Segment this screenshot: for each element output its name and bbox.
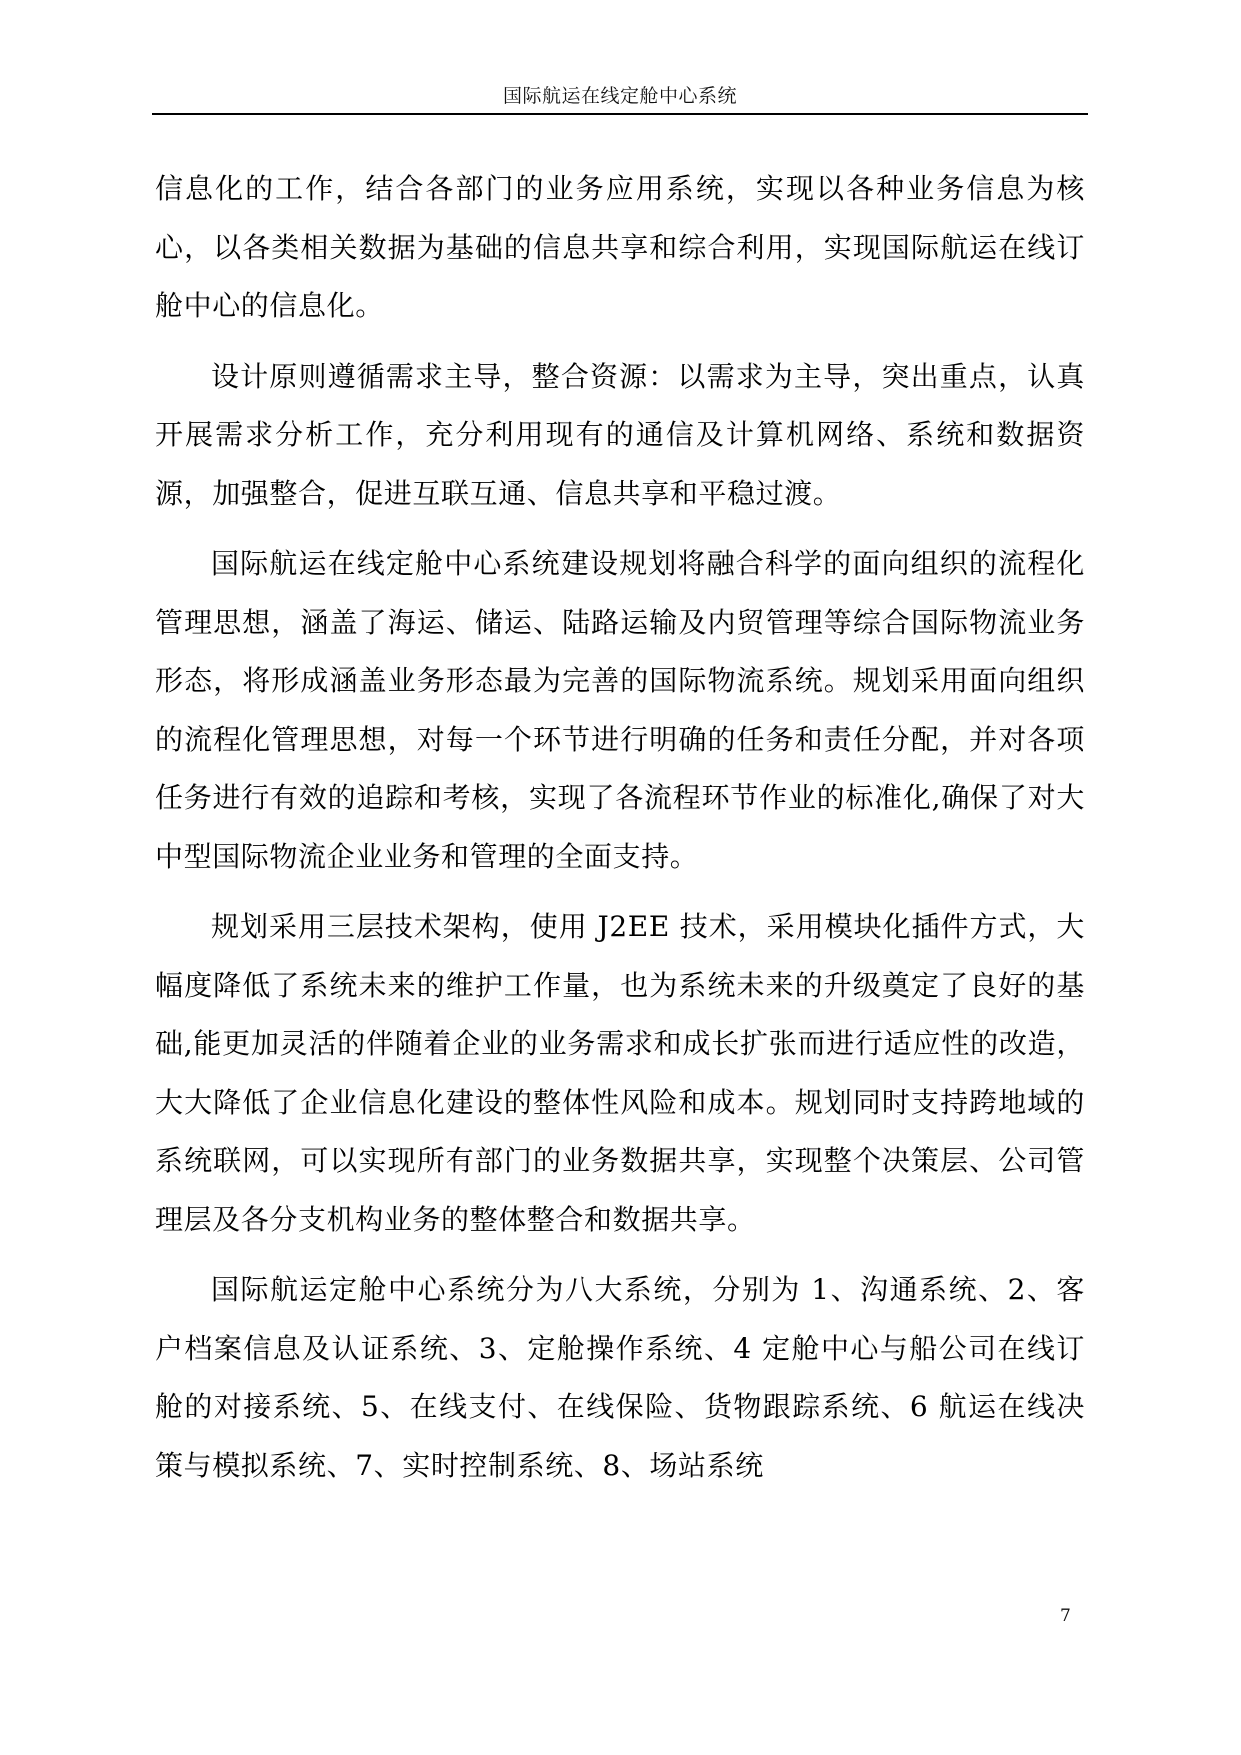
body-text (155, 160, 1085, 1507)
paragraph-2: 设计原则遵循需求主导，整合资源：以需求为主导，突出重点，认真开展需求分析工作，充分利用现有的通信及计算机网络、系统和数据资源，加强整合，促进互联互通、信息共享和平稳过渡。 (155, 359, 1085, 510)
running-header: 国际航运在线定舱中心系统 (502, 85, 737, 107)
page-number: 7 (1060, 1606, 1071, 1626)
paragraph-4: 规划采用三层技术架构，使用 J2EE 技术，采用模块化插件方式，大幅度降低了系统未来的维护工作量，也为系统未来的升级奠定了良好的基础,能更加灵活的伴随着企业的业务需求和成长扩张而进行适应性的改造，大大降低了企业信息化建设的整体性风险和成本。规划同时支持跨地域的系统联网，可以实现所有部门的业务数据共享，实现整个决策层、公司管理层及各分支机构业务的整体整合和数据共享。 (155, 910, 1085, 1236)
paragraph-5: 国际航运定舱中心系统分为八大系统，分别为 1、沟通系统、2、客户档案信息及认证系统、3、定舱操作系统、4 定舱中心与船公司在线订舱的对接系统、5、在线支付、在线保险、货物跟踪系统、6 航运在线决策与模拟系统、7、实时控制系统、8、场站系统 (155, 1273, 1085, 1482)
paragraph-3: 国际航运在线定舱中心系统建设规划将融合科学的面向组织的流程化管理思想，涵盖了海运、储运、陆路运输及内贸管理等综合国际物流业务形态，将形成涵盖业务形态最为完善的国际物流系统。规划采用面向组织的流程化管理思想，对每一个环节进行明确的任务和责任分配，并对各项任务进行有效的追踪和考核，实现了各流程环节作业的标准化,确保了对大中型国际物流企业业务和管理的全面支持。 (155, 547, 1085, 873)
paragraph-1: 信息化的工作，结合各部门的业务应用系统，实现以各种业务信息为核心，以各类相关数据为基础的信息共享和综合利用，实现国际航运在线订舱中心的信息化。 (155, 172, 1085, 322)
header-rule (152, 113, 1088, 115)
